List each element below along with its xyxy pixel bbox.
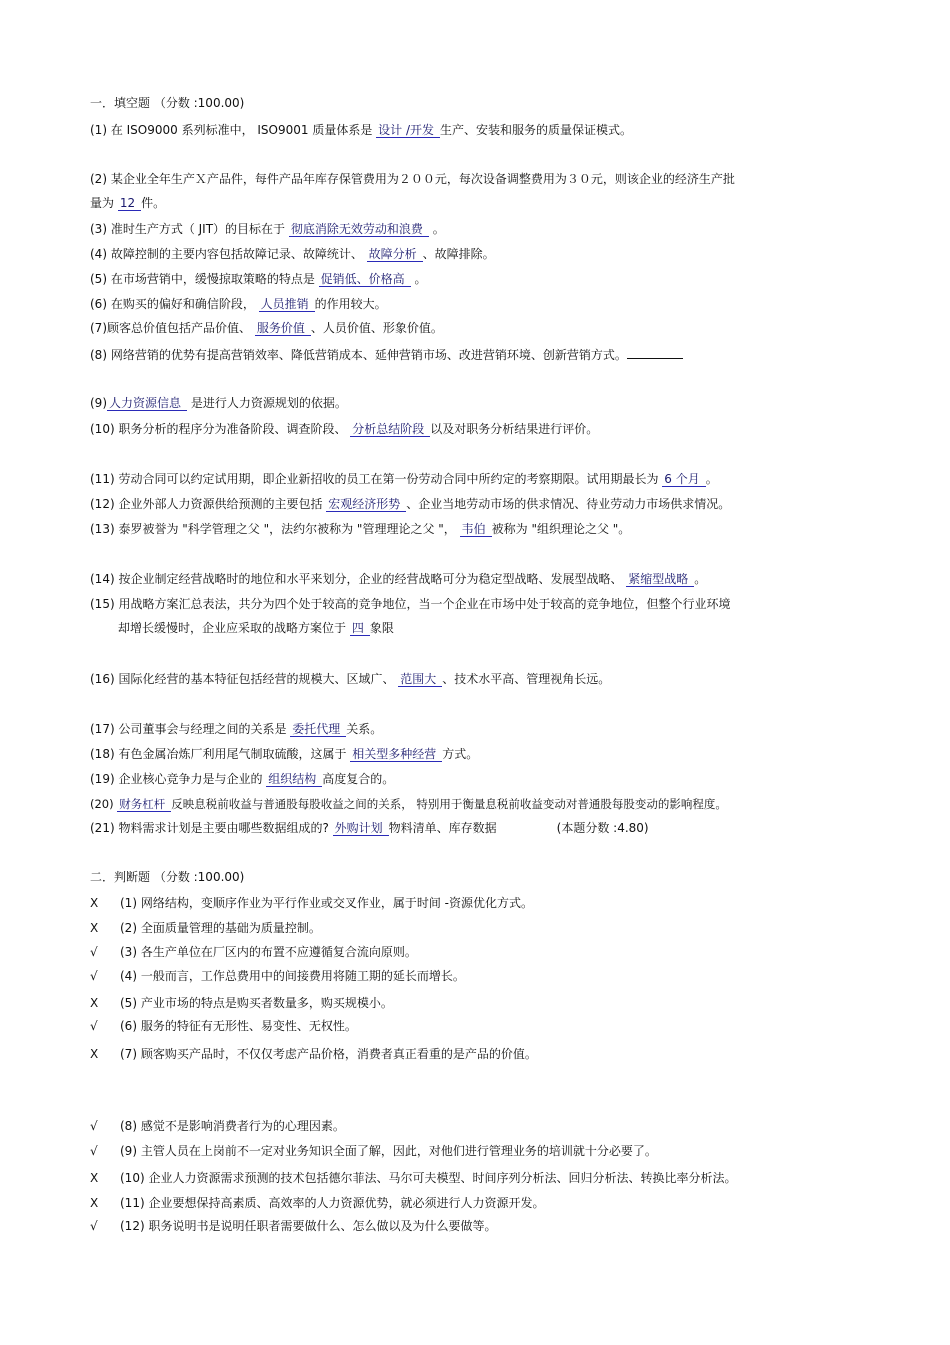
question-text: 却增长缓慢时，企业应采取的战略方案位于: [118, 621, 350, 635]
question-4: [90, 246, 495, 262]
answer: 相关型多种经营: [350, 747, 442, 762]
question-3: [90, 221, 445, 237]
judge-text: (11) 企业要想保持高素质、高效率的人力资源优势，就必须进行人力资源开发。: [120, 1196, 545, 1210]
judgement-mark: X: [90, 996, 99, 1010]
judge-item: [90, 920, 321, 936]
judge-item: [90, 1143, 657, 1159]
judgement-mark: √: [90, 969, 98, 983]
judgement-mark: X: [90, 896, 99, 910]
judge-text: (3) 各生产单位在厂区内的布置不应遵循复合流向原则。: [120, 945, 417, 959]
question-text: 件。: [141, 196, 166, 210]
judge-text: (12) 职务说明书是说明任职者需要做什么、怎么做以及为什么要做等。: [120, 1219, 497, 1233]
question-text: 。: [428, 222, 445, 236]
score-note: (本题分数 :4.80): [556, 821, 649, 835]
judge-text: (1) 网络结构，变顺序作业为平行作业或交叉作业，属于时间 -资源优化方式。: [120, 896, 533, 910]
question-text: 象限: [369, 621, 394, 635]
question-15-line1: (15) 用战略方案汇总表法，共分为四个处于较高的竞争地位，当一个企业在市场中处于较高的竞争地位，但整个行业环境: [90, 597, 731, 611]
answer: 范围大: [398, 672, 442, 687]
judge-item: [90, 1218, 496, 1234]
question-text: (18) 有色金属冶炼厂利用尾气制取硫酸，这属于: [90, 747, 351, 761]
question-text: 的作用较大。: [314, 297, 387, 311]
answer: 宏观经济形势: [326, 497, 406, 512]
question-11: [90, 471, 718, 487]
question-text: 量为: [90, 196, 118, 210]
question-text: 、故障排除。: [422, 247, 495, 261]
question-text: (8) 网络营销的优势有提高营销效率、降低营销成本、延伸营销市场、改进营销环境、创新营销: [90, 348, 591, 362]
question-8: [90, 346, 683, 363]
question-text: 、企业当地劳动市场的供求情况、待业劳动力市场供求情况。: [406, 497, 731, 511]
question-text: 。: [410, 272, 427, 286]
question-text: (11) 劳动合同可以约定试用期，即企业新招收的员工在第一份劳动合同中所约定的考察期限。试用期最长为: [90, 472, 663, 486]
question-text: (6) 在购买的偏好和确信阶段，: [90, 297, 259, 311]
question-text: 物料清单、库存数据: [388, 821, 497, 835]
question-19: [90, 771, 394, 787]
question-16: [90, 671, 610, 687]
question-text: (17) 公司董事会与经理之间的关系是: [90, 722, 291, 736]
question-1: [90, 122, 632, 138]
answer: 委托代理: [290, 722, 346, 737]
answer: 分析总结阶段: [350, 422, 430, 437]
answer: 6 个月: [662, 472, 705, 487]
judge-text: (8) 感觉不是影响消费者行为的心理因素。: [120, 1119, 345, 1133]
question-17: [90, 721, 382, 737]
judgement-mark: √: [90, 1119, 98, 1133]
question-text: (20): [90, 797, 118, 811]
question-21: [90, 820, 649, 836]
question-text: (13) 泰罗被誉为 "科学管理之父 "，法约尔被称为 "管理理论之父 "，: [90, 522, 460, 536]
answer: 四: [350, 621, 370, 636]
judgement-mark: √: [90, 945, 98, 959]
answer: 紧缩型战略: [626, 572, 694, 587]
judge-item: [90, 1118, 345, 1134]
question-9: [90, 395, 347, 411]
question-18: [90, 746, 478, 762]
question-text: 是进行人力资源规划的依据。: [187, 396, 347, 410]
section2-title: 二．判断题 （分数 :100.00): [90, 870, 245, 884]
answer: 组织结构: [266, 772, 322, 787]
judgement-mark: √: [90, 1219, 98, 1233]
answer: 人员推销: [259, 297, 315, 312]
judge-text: (9) 主管人员在上岗前不一定对业务知识全面了解，因此，对他们进行管理业务的培训就十分必要了。: [120, 1144, 657, 1158]
question-text: 被称为 "组织理论之父 "。: [491, 522, 631, 536]
question-text: 、人员价值、形象价值。: [310, 321, 443, 335]
question-2-line1: (2) 某企业全年生产Ｘ产品件，每件产品年库存保管费用为２００元，每次设备调整费用为３０元，则该企业的经济生产批: [90, 172, 735, 186]
question-15: [118, 620, 394, 636]
section1-title: 一．填空题 （分数 :100.00): [90, 96, 245, 110]
answer: 韦伯: [460, 522, 492, 537]
answer: 促销低、价格高: [319, 272, 411, 287]
question-20: [90, 796, 727, 812]
question-text: (9): [90, 396, 107, 410]
question-13: [90, 521, 630, 537]
question-5: [90, 271, 426, 287]
question-text: (21) 物料需求计划是主要由哪些数据组成的?: [90, 821, 333, 835]
judge-item: [90, 995, 393, 1011]
judgement-mark: X: [90, 1047, 99, 1061]
judge-item: [90, 1018, 357, 1034]
question-text: 关系。: [346, 722, 383, 736]
question-text: (12) 企业外部人力资源供给预测的主要包括: [90, 497, 327, 511]
question-12: [90, 496, 730, 512]
question-text: 高度复合的。: [322, 772, 395, 786]
judge-text: (6) 服务的特征有无形性、易变性、无权性。: [120, 1019, 357, 1033]
question-7: [90, 320, 443, 336]
judge-item: [90, 1170, 736, 1186]
judgement-mark: √: [90, 1144, 98, 1158]
judge-item: [90, 1046, 537, 1062]
question-text: (10) 职务分析的程序分为准备阶段、调查阶段、: [90, 422, 351, 436]
question-text: 生产、安装和服务的质量保证模式。: [440, 123, 633, 137]
question-text: (3) 准时生产方式（ JIT）的目标在于: [90, 222, 289, 236]
question-text: 方式。: [590, 348, 627, 362]
judge-item: [90, 944, 417, 960]
judge-text: (10) 企业人力资源需求预测的技术包括德尔菲法、马尔可夫模型、时间序列分析法、回归分析法、转换比率分析法。: [120, 1171, 737, 1185]
question-text: (4) 故障控制的主要内容包括故障记录、故障统计、: [90, 247, 367, 261]
question-text: (19) 企业核心竞争力是与企业的: [90, 772, 267, 786]
answer-blank: [627, 346, 683, 359]
answer: 服务价值: [255, 321, 311, 336]
answer: 人力资源信息: [107, 396, 187, 411]
answer: 彻底消除无效劳动和浪费: [289, 222, 429, 237]
judge-text: (7) 顾客购买产品时，不仅仅考虑产品价格，消费者真正看重的是产品的价值。: [120, 1047, 537, 1061]
question-text: 。: [705, 472, 718, 486]
question-text: (16) 国际化经营的基本特征包括经营的规模大、区域广、: [90, 672, 399, 686]
answer: 12: [118, 196, 141, 211]
question-text: 、技术水平高、管理视角长远。: [442, 672, 611, 686]
question-text: (14) 按企业制定经营战略时的地位和水平来划分，企业的经营战略可分为稳定型战略、发展型战略、: [90, 572, 627, 586]
question-text: (5) 在市场营销中，缓慢掠取策略的特点是: [90, 272, 319, 286]
question-2: [90, 195, 165, 211]
question-text: 方式。: [442, 747, 479, 761]
answer: 设计 /开发: [376, 123, 440, 138]
judge-text: (2) 全面质量管理的基础为质量控制。: [120, 921, 321, 935]
question-text: (7)顾客总价值包括产品价值、: [90, 321, 255, 335]
question-text: 以及对职务分析结果进行评价。: [430, 422, 599, 436]
question-text: (1) 在 ISO9000 系列标准中， ISO9001 质量体系是: [90, 123, 377, 137]
answer: 故障分析: [367, 247, 423, 262]
judge-text: (4) 一般而言，工作总费用中的间接费用将随工期的延长而增长。: [120, 969, 465, 983]
judgement-mark: √: [90, 1019, 98, 1033]
question-10: [90, 421, 598, 437]
judge-item: [90, 895, 533, 911]
judge-item: [90, 968, 465, 984]
question-text: 反映息税前收益与普通股每股收益之间的关系， 特别用于衡量息税前收益变动对普通股每股变动的影响程度。: [171, 797, 727, 811]
question-text: 。: [694, 572, 707, 586]
judgement-mark: X: [90, 1196, 99, 1210]
answer: 外购计划: [333, 821, 389, 836]
question-14: [90, 571, 706, 587]
answer: 财务杠杆: [117, 797, 171, 812]
judge-item: [90, 1195, 544, 1211]
judgement-mark: X: [90, 1171, 99, 1185]
question-6: [90, 296, 387, 312]
judge-text: (5) 产业市场的特点是购买者数量多，购买规模小。: [120, 996, 393, 1010]
judgement-mark: X: [90, 921, 99, 935]
